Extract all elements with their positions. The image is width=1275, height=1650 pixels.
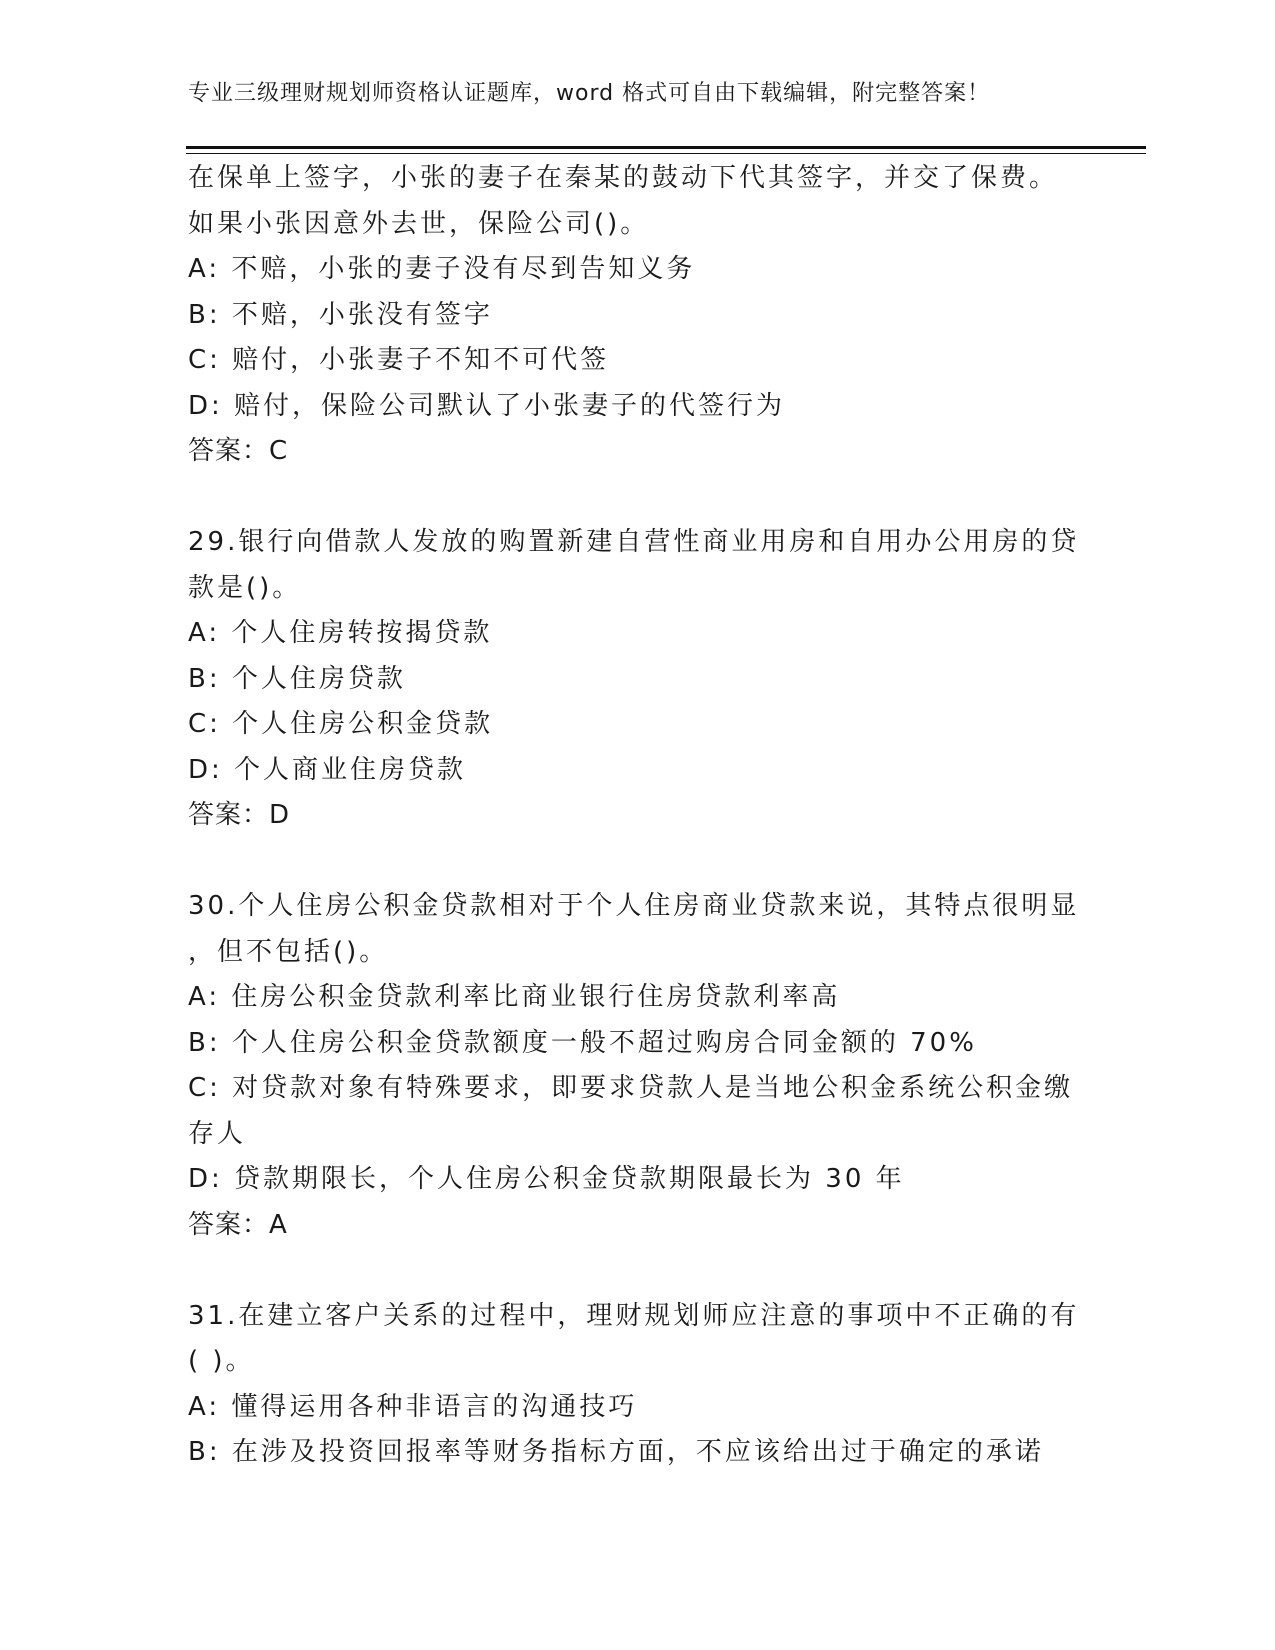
option-b: B: 在涉及投资回报率等财务指标方面，不应该给出过于确定的承诺	[188, 1437, 1044, 1467]
question-stem-line: 30.个人住房公积金贷款相对于个人住房商业贷款来说，其特点很明显	[188, 891, 1080, 921]
option-a: A: 不赔，小张的妻子没有尽到告知义务	[188, 254, 696, 284]
option-a: A: 个人住房转按揭贷款	[188, 618, 493, 648]
question-stem-line: 款是()。	[188, 572, 302, 603]
option-d: D: 贷款期限长，个人住房公积金贷款期限最长为 30 年	[188, 1164, 905, 1194]
option-c: C: 个人住房公积金贷款	[188, 709, 494, 739]
spacer	[188, 1248, 1088, 1294]
option-a: A: 懂得运用各种非语言的沟通技巧	[188, 1391, 638, 1422]
option-c-continued: 存人	[188, 1118, 247, 1149]
question-stem-line: 在保单上签字，小张的妻子在秦某的鼓动下代其签字，并交了保费。	[188, 163, 1059, 193]
question-stem-line: ( )。	[188, 1346, 255, 1376]
option-a: A: 住房公积金贷款利率比商业银行住房贷款利率高	[188, 982, 841, 1012]
option-c: C: 赔付，小张妻子不知不可代签	[188, 345, 610, 375]
option-d: D: 个人商业住房贷款	[188, 754, 467, 785]
spacer	[188, 839, 1088, 885]
answer-line: 答案：A	[188, 1209, 288, 1240]
spacer	[188, 475, 1088, 521]
option-d: D: 赔付，保险公司默认了小张妻子的代签行为	[188, 390, 786, 421]
question-28	[188, 156, 1088, 475]
option-b: B: 个人住房贷款	[188, 663, 406, 694]
header-rule-thin	[186, 153, 1146, 154]
question-content	[188, 156, 1088, 1476]
option-b: B: 不赔，小张没有签字	[188, 299, 493, 330]
answer-line: 答案：D	[188, 800, 291, 830]
page-header: 专业三级理财规划师资格认证题库，word 格式可自由下载编辑，附完整答案！	[188, 81, 991, 106]
question-stem-line: ，但不包括()。	[188, 936, 389, 967]
question-29	[188, 520, 1088, 839]
question-30	[188, 884, 1088, 1248]
question-stem-line: 29.银行向借款人发放的购置新建自营性商业用房和自用办公用房的贷	[188, 527, 1080, 557]
answer-line: 答案：C	[188, 436, 289, 466]
question-stem-line: 31.在建立客户关系的过程中，理财规划师应注意的事项中不正确的有	[188, 1300, 1080, 1331]
option-c: C: 对贷款对象有特殊要求，即要求贷款人是当地公积金系统公积金缴	[188, 1073, 1074, 1103]
question-31	[188, 1294, 1088, 1476]
header-rule-thick	[186, 146, 1146, 149]
question-stem-line: 如果小张因意外去世，保险公司()。	[188, 208, 650, 239]
option-b: B: 个人住房公积金贷款额度一般不超过购房合同金额的 70%	[188, 1027, 977, 1058]
